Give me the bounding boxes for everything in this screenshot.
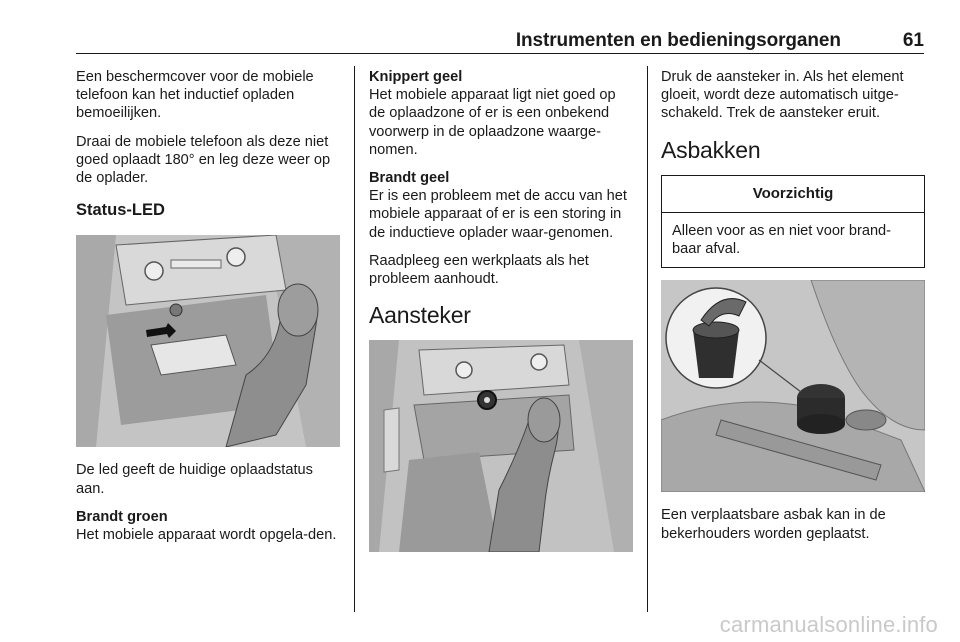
section-heading-asbakken: Asbakken (661, 136, 761, 163)
page-number: 61 (902, 30, 924, 51)
subheading-yellow: Brandt geel (369, 170, 450, 187)
paragraph: Het mobiele apparaat wordt opgela-den. (76, 527, 337, 544)
illustration-cigarette-lighter (369, 340, 633, 552)
column-divider (647, 66, 648, 612)
paragraph: Het mobiele apparaat ligt niet goed op de oplaadzone of er is een onbekend voorwerp in de oplaadzone waarge-nomen. (369, 87, 616, 158)
section-heading-aansteker: Aansteker (369, 302, 471, 329)
paragraph: Draai de mobiele telefoon als deze niet goed oplaadt 180° en leg deze weer op de oplader. (76, 133, 331, 187)
header-rule (76, 53, 924, 54)
subheading-green: Brandt groen (76, 508, 168, 525)
subheading-blinking-yellow: Knippert geel (369, 69, 463, 85)
paragraph: Er is een probleem met de accu van het mobiele apparaat of er is een storing in de inductieve oplader waar-genomen. (369, 188, 627, 241)
paragraph: Raadpleeg een werkplaats als het probleem aanhoudt. (369, 252, 589, 288)
paragraph: Een beschermcover voor de mobiele telefoon kan het inductief opladen bemoeilijken. (76, 69, 314, 122)
watermark: carmanualsonline.info (719, 612, 938, 637)
illustration-ashtray (661, 280, 925, 492)
caution-title: Voorzichtig (662, 176, 924, 213)
column-divider (354, 66, 355, 612)
page-title: Instrumenten en bedieningsorganen (515, 30, 841, 51)
column-2 (369, 68, 633, 552)
caution-text: Alleen voor as en niet voor brand-baar afval. (672, 223, 892, 258)
paragraph: Druk de aansteker in. Als het element gloeit, wordt deze automatisch uitge-schakeld. Trek de aansteker eruit. (661, 69, 904, 122)
column-1 (76, 68, 340, 554)
column-3 (661, 68, 927, 553)
paragraph: Een verplaatsbare asbak kan in de bekerhouders worden geplaatst. (661, 507, 886, 542)
paragraph: De led geeft de huidige oplaadstatus aan. (76, 462, 313, 497)
page-header (76, 30, 924, 52)
caution-box (661, 175, 925, 269)
section-heading-status-led: Status-LED (76, 201, 165, 220)
illustration-wireless-charger (76, 235, 340, 447)
